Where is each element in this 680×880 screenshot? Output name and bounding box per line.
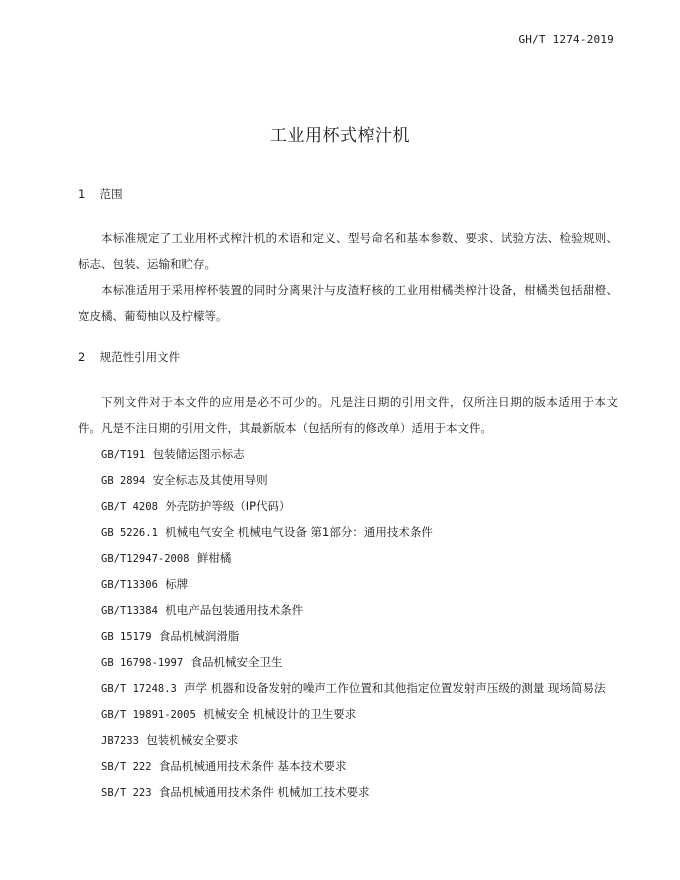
reference-item xyxy=(101,732,631,748)
reference-item xyxy=(101,472,631,488)
section-2-intro: 下列文件对于本文件的应用是必不可少的。凡是注日期的引用文件，仅所注日期的版本适用于本文件。凡是不注日期的引用文件，其最新版本（包括所有的修改单）适用于本文件。 xyxy=(78,395,618,435)
section-1-paragraph-1: 本标准规定了工业用杯式榨汁机的术语和定义、型号命名和基本参数、要求、试验方法、检验规则、标志、包装、运输和贮存。 xyxy=(78,231,618,271)
reference-item xyxy=(101,706,631,722)
section-1-heading xyxy=(78,186,123,202)
reference-item xyxy=(101,680,631,696)
reference-code: GB/T191 xyxy=(101,449,146,461)
reference-title: 食品机械安全卫生 xyxy=(190,655,283,669)
section-1-title: 范围 xyxy=(99,187,123,201)
reference-item xyxy=(101,498,631,514)
reference-code: GB 2894 xyxy=(101,475,146,487)
section-2-title: 规范性引用文件 xyxy=(99,350,181,364)
reference-code: GB/T13384 xyxy=(101,605,158,617)
reference-code: GB 5226.1 xyxy=(101,527,158,539)
reference-item xyxy=(101,446,631,462)
reference-title: 外壳防护等级（IP代码） xyxy=(165,499,291,513)
reference-code: GB/T12947-2008 xyxy=(101,553,190,565)
reference-item xyxy=(101,576,631,592)
section-2-number: 2 xyxy=(78,350,86,364)
reference-title: 标牌 xyxy=(165,577,189,591)
reference-code: GB 15179 xyxy=(101,631,152,643)
reference-title: 鲜柑橘 xyxy=(196,551,232,565)
reference-code: GB/T 17248.3 xyxy=(101,683,177,695)
reference-title: 机械电气安全 机械电气设备 第1部分：通用技术条件 xyxy=(165,525,433,539)
reference-item xyxy=(101,628,631,644)
reference-title: 安全标志及其使用导则 xyxy=(152,473,268,487)
standard-code: GH/T 1274-2019 xyxy=(518,33,614,46)
reference-code: GB/T 19891-2005 xyxy=(101,709,196,721)
reference-code: SB/T 223 xyxy=(101,787,152,799)
reference-item xyxy=(101,524,631,540)
reference-title: 机械安全 机械设计的卫生要求 xyxy=(203,707,357,721)
reference-title: 食品机械润滑脂 xyxy=(158,629,240,643)
reference-code: GB/T13306 xyxy=(101,579,158,591)
reference-code: SB/T 222 xyxy=(101,761,152,773)
reference-item xyxy=(101,654,631,670)
reference-title: 声学 机器和设备发射的噪声工作位置和其他指定位置发射声压级的测量 现场简易法 xyxy=(184,681,606,695)
reference-code: GB/T 4208 xyxy=(101,501,158,513)
section-1-number: 1 xyxy=(78,187,86,201)
reference-code: GB 16798-1997 xyxy=(101,657,184,669)
reference-item xyxy=(101,758,631,774)
section-2-heading xyxy=(78,349,180,365)
reference-code: JB7233 xyxy=(101,735,139,747)
reference-title: 包装储运图示标志 xyxy=(152,447,245,461)
reference-item xyxy=(101,550,631,566)
reference-title: 包装机械安全要求 xyxy=(146,733,239,747)
document-title: 工业用杯式榨汁机 xyxy=(270,126,410,146)
reference-title: 食品机械通用技术条件 基本技术要求 xyxy=(158,759,347,773)
section-1-paragraph-2: 本标准适用于采用榨杯装置的同时分离果汁与皮渣籽核的工业用柑橘类榨汁设备，柑橘类包括甜橙、宽皮橘、葡萄柚以及柠檬等。 xyxy=(78,283,618,323)
reference-title: 机电产品包装通用技术条件 xyxy=(165,603,304,617)
reference-item xyxy=(101,784,631,800)
reference-item xyxy=(101,602,631,618)
reference-title: 食品机械通用技术条件 机械加工技术要求 xyxy=(158,785,370,799)
